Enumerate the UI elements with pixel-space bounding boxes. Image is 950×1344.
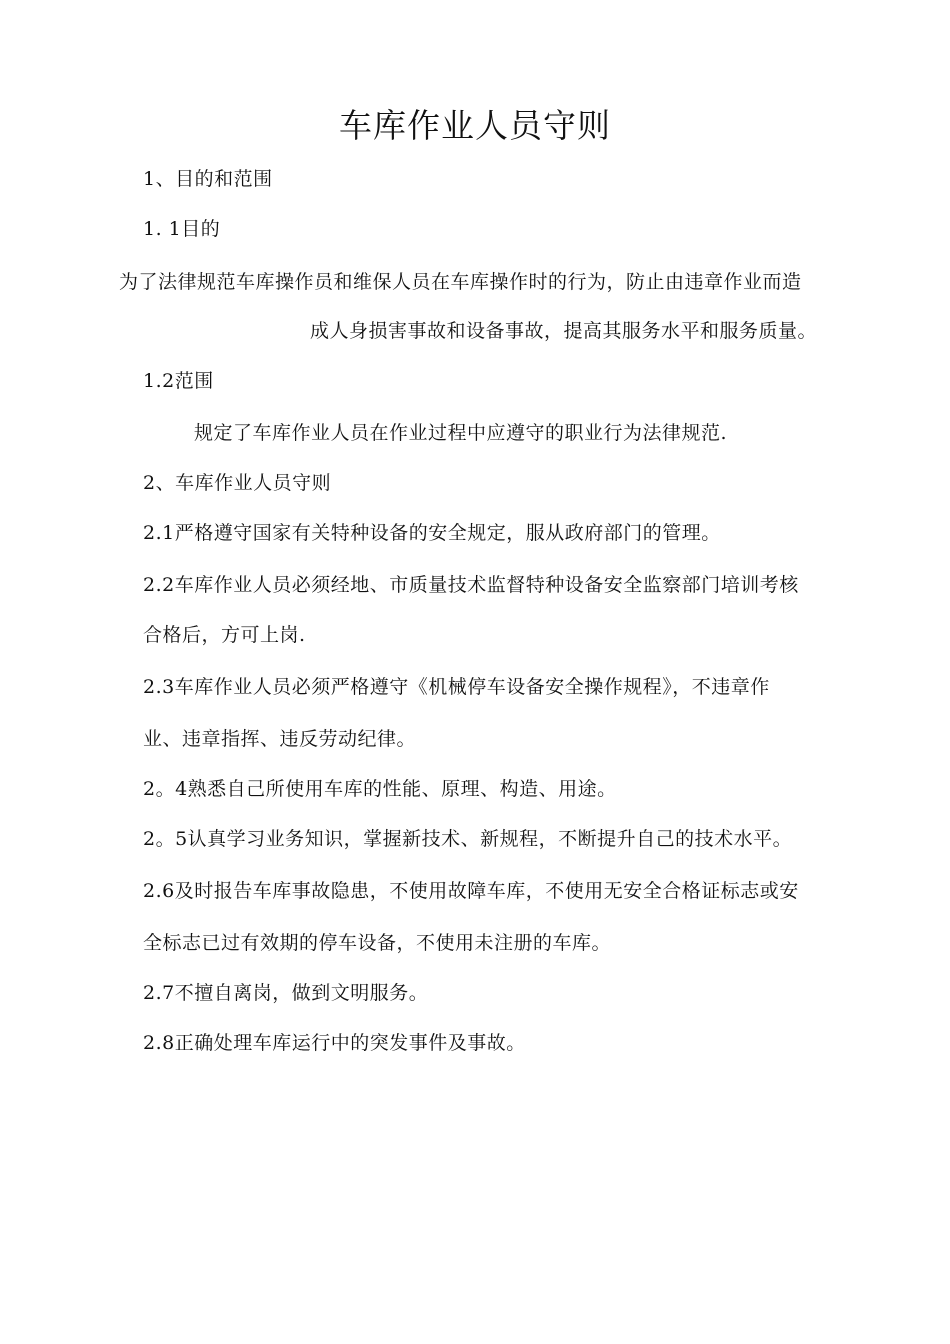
section-heading-rules: 2、车库作业人员守则 (143, 472, 332, 494)
rule-2-7: 2.7不擅自离岗，做到文明服务。 (143, 982, 429, 1004)
purpose-paragraph-line-1: 为了法律规范车库操作员和维保人员在车库操作时的行为，防止由违章作业而造 (119, 271, 802, 293)
rule-2-6-line-2: 全标志已过有效期的停车设备，不使用未注册的车库。 (143, 932, 612, 954)
section-heading-purpose-scope: 1、目的和范围 (143, 168, 273, 190)
rule-2-2-line-2: 合格后，方可上岗. (143, 624, 306, 646)
rule-2-3-line-1: 2.3车库作业人员必须严格遵守《机械停车设备安全操作规程》，不违章作 (143, 676, 770, 698)
rule-2-4: 2。4熟悉自己所使用车库的性能、原理、构造、用途。 (143, 778, 617, 800)
scope-paragraph: 规定了车库作业人员在作业过程中应遵守的职业行为法律规范. (194, 422, 728, 444)
document-title: 车库作业人员守则 (339, 106, 611, 145)
rule-2-8: 2.8正确处理车库运行中的突发事件及事故。 (143, 1032, 526, 1054)
rule-2-1: 2.1严格遵守国家有关特种设备的安全规定，服从政府部门的管理。 (143, 522, 721, 544)
rule-2-3-line-2: 业、违章指挥、违反劳动纪律。 (143, 728, 417, 750)
purpose-paragraph-line-2: 成人身损害事故和设备事故，提高其服务水平和服务质量。 (310, 320, 818, 342)
rule-2-6-line-1: 2.6及时报告车库事故隐患，不使用故障车库，不使用无安全合格证标志或安 (143, 880, 799, 902)
subsection-heading-purpose: 1. 1目的 (143, 218, 221, 240)
rule-2-5: 2。5认真学习业务知识，掌握新技术、新规程，不断提升自己的技术水平。 (143, 828, 793, 850)
subsection-heading-scope: 1.2范围 (143, 370, 214, 392)
rule-2-2-line-1: 2.2车库作业人员必须经地、市质量技术监督特种设备安全监察部门培训考核 (143, 574, 799, 596)
